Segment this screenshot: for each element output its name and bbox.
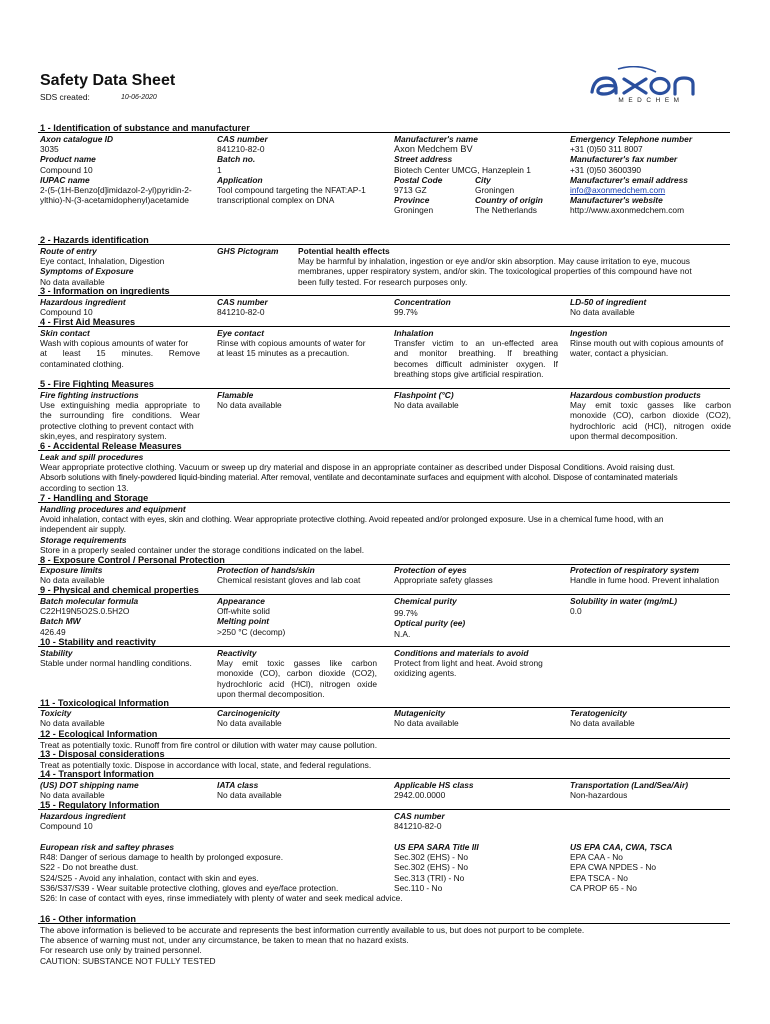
reactivity-line-4: upon thermal decomposition. [217, 688, 325, 699]
skin-contact-line-1: Wash with copious amounts of water for [40, 338, 189, 349]
hs-value: 2942.00.0000 [394, 790, 446, 801]
section-1-col-4 [570, 134, 735, 216]
reactivity-label: Reactivity [217, 648, 257, 658]
eu-phrase-5: S26: In case of contact with eyes, rinse immediately with plenty of water and seek medical advice. [40, 893, 403, 904]
fire-instructions-line-2: the surrounding fire conditions. Wear [40, 410, 200, 421]
solubility-label: Solubility in water (mg/mL) [570, 596, 678, 606]
eu-phrase-3: S24/S25 - Avoid any inhalation, contact with skin and eyes. [40, 872, 259, 883]
iupac-line-1: 2-(5-(1H-Benzo[d]imidazol-2-yl)pyridin-2- [40, 185, 192, 196]
melting-label: Melting point [217, 616, 270, 627]
iata-label: IATA class [217, 780, 259, 790]
section-16-rule [38, 923, 730, 924]
melting-value: >250 °C (decomp) [217, 626, 286, 637]
hazardous-ingredient-value: Compound 10 [40, 307, 93, 318]
section-10-heading: 10 - Stability and reactivity [40, 637, 156, 647]
cas-label: CAS number [217, 134, 268, 144]
street-label: Street address [394, 154, 453, 165]
respiratory-protection-value: Handle in fume hood. Prevent inhalation [570, 575, 719, 586]
section-3-col-2 [217, 297, 268, 317]
handling-line-1: Avoid inhalation, contact with eyes, skin and clothing. Wear appropriate protective clothing. Avoid repeated and/or prolonged exposure. Use in a chemical fume hood, with an [40, 514, 664, 525]
flamable-label: Flamable [217, 390, 254, 400]
handling-label: Handling procedures and equipment [40, 504, 186, 514]
section-6-heading: 6 - Accidental Release Measures [40, 441, 182, 451]
section-2-col-1 [40, 246, 215, 287]
ingredient-cas-label: CAS number [217, 297, 268, 307]
ingestion-label: Ingestion [570, 328, 608, 338]
transport-value: Non-hazardous [570, 790, 628, 801]
iupac-label: IUPAC name [40, 174, 90, 185]
caa-list [570, 842, 672, 893]
sara-item-2: Sec.302 (EHS) - No [394, 862, 469, 873]
leak-line-2: Absorb solutions with finely-powdered liquid-binding material. After removal, ventilate and decontaminate surfaces and equipment with alcohol. Dispose of contaminated materials [40, 472, 678, 483]
inhalation-line-2: and monitor breathing. If breathing [394, 348, 558, 359]
section-2-effects [298, 246, 730, 287]
fax-value: +31 (0)50 3600390 [570, 164, 642, 175]
section-14-col-1 [40, 780, 139, 800]
section-4-rule [38, 326, 730, 327]
combustion-line-2: monoxide (CO), carbon dioxide (CO2), [570, 410, 731, 421]
optical-purity-label: Optical purity (ee) [394, 618, 466, 629]
carcinogenicity-value: No data available [217, 718, 282, 729]
section-5-col-2 [217, 390, 282, 410]
other-info-line-2: The absence of warning must not, under any circumstance, be taken to mean that no hazard exists. [40, 935, 409, 946]
flashpoint-label: Flashpoint (°C) [394, 390, 454, 400]
other-info-line-3: For research use only by trained personnel. [40, 945, 202, 956]
stability-value: Stable under normal handling conditions. [40, 658, 192, 669]
eyes-protection-label: Protection of eyes [394, 565, 467, 575]
section-7-heading: 7 - Handling and Storage [40, 493, 149, 503]
section-3-rule [38, 295, 730, 296]
regulatory-ingredient-label: Hazardous ingredient [40, 811, 126, 821]
address-grid [394, 175, 564, 216]
appearance-value: Off-white solid [217, 606, 270, 617]
eye-contact-label: Eye contact [217, 328, 265, 338]
storage-label: Storage requirements [40, 534, 127, 545]
hands-protection-label: Protection of hands/skin [217, 565, 315, 575]
sara-label: US EPA SARA Title III [394, 842, 479, 852]
route-label: Route of entry [40, 246, 97, 256]
formula-value: C22H19N5O2S.0.5H2O [40, 606, 130, 617]
other-info-line-4: CAUTION: SUBSTANCE NOT FULLY TESTED [40, 955, 216, 966]
section-8-col-4 [570, 565, 719, 585]
section-6-body [40, 452, 732, 493]
product-label: Product name [40, 154, 96, 165]
mw-value: 426.49 [40, 626, 66, 637]
concentration-value: 99.7% [394, 307, 418, 318]
caa-item-2: EPA CWA NPDES - No [570, 862, 657, 873]
section-15-rule [38, 809, 730, 810]
ld50-value: No data available [570, 307, 635, 318]
optical-purity-value: N.A. [394, 628, 411, 639]
ld50-label: LD-50 of ingredient [570, 297, 647, 307]
section-15-col-3 [394, 811, 445, 831]
teratogenicity-label: Teratogenicity [570, 708, 627, 718]
section-10-col-1 [40, 648, 192, 668]
section-13-rule [38, 758, 730, 759]
website-value: http://www.axonmedchem.com [570, 205, 685, 216]
ingredient-cas-value: 841210-82-0 [217, 307, 265, 318]
exposure-limits-value: No data available [40, 575, 105, 586]
section-5-col-3 [394, 390, 459, 410]
eyes-protection-value: Appropriate safety glasses [394, 575, 493, 586]
section-1-heading: 1 - Identification of substance and manufacturer [40, 123, 250, 133]
section-4-heading: 4 - First Aid Measures [40, 317, 136, 327]
inhalation-line-1: Transfer victim to an un-effected area [394, 338, 558, 349]
hazardous-ingredient-label: Hazardous ingredient [40, 297, 126, 307]
ecological-text: Treat as potentially toxic. Runoff from fire control or dilution with water may cause pollution. [40, 740, 378, 750]
combustion-line-4: upon thermal decomposition. [570, 430, 678, 441]
section-5-heading: 5 - Fire Fighting Measures [40, 379, 154, 389]
section-8-col-2 [217, 565, 360, 585]
caa-item-3: EPA TSCA - No [570, 872, 628, 883]
city-value: Groningen [475, 185, 515, 195]
regulatory-ingredient-value: Compound 10 [40, 821, 93, 832]
section-12-heading: 12 - Ecological Information [40, 729, 158, 739]
carcinogenicity-label: Carcinogenicity [217, 708, 280, 718]
dot-label: (US) DOT shipping name [40, 780, 139, 790]
section-11-col-2 [217, 708, 282, 728]
section-7-rule [38, 502, 730, 503]
disposal-text: Treat as potentially toxic. Dispose in accordance with local, state, and federal regulations. [40, 760, 372, 770]
teratogenicity-value: No data available [570, 718, 635, 729]
section-5-col-4 [570, 390, 731, 441]
respiratory-protection-label: Protection of respiratory system [570, 565, 699, 575]
mutagenicity-value: No data available [394, 718, 459, 729]
section-10-rule [38, 646, 730, 647]
sara-item-4: Sec.110 - No [394, 882, 443, 893]
emergency-label: Emergency Telephone number [570, 134, 693, 144]
leak-line-3: according to section 13. [40, 482, 129, 493]
email-link[interactable]: info@axonmedchem.com [570, 185, 666, 196]
section-14-col-4 [570, 780, 688, 800]
country-label: Country of origin [475, 195, 543, 206]
section-10-col-2 [217, 648, 377, 699]
regulatory-cas-label: CAS number [394, 811, 445, 821]
skin-contact-line-3: contaminated clothing. [40, 358, 124, 369]
postal-label: Postal Code [394, 174, 443, 185]
country-value: The Netherlands [475, 205, 537, 216]
section-7-body [40, 504, 732, 555]
section-14-rule [38, 778, 730, 779]
section-1-col-2 [217, 134, 387, 205]
effects-line-3: been fully tested. For research purposes only. [298, 276, 468, 287]
route-value: Eye contact, Inhalation, Digestion [40, 256, 165, 267]
sara-list [394, 842, 479, 893]
batch-value: 1 [217, 164, 222, 175]
street-value: Biotech Center UMCG, Hanzeplein 1 [394, 164, 531, 175]
section-9-col-1 [40, 596, 138, 637]
section-16-body [40, 925, 732, 966]
cas-value: 841210-82-0 [217, 144, 265, 155]
exposure-limits-label: Exposure limits [40, 565, 103, 575]
combustion-line-1: May emit toxic gasses like carbon [570, 400, 731, 411]
section-9-col-2 [217, 596, 285, 637]
section-11-heading: 11 - Toxicological Information [40, 698, 169, 708]
section-8-col-1 [40, 565, 105, 585]
conditions-line-1: Protect from light and heat. Avoid strong [394, 658, 543, 669]
toxicity-label: Toxicity [40, 708, 72, 718]
symptoms-value: No data available [40, 276, 105, 287]
caa-item-1: EPA CAA - No [570, 852, 623, 863]
sds-created-label: SDS created: [40, 92, 90, 102]
sara-item-3: Sec.313 (TRI) - No [394, 872, 465, 883]
leak-line-1: Wear appropriate protective clothing. Vacuum or sweep up dry material and dispose in an appropriate container as described under Disposal Conditions. Avoid raising dust. [40, 462, 675, 473]
section-4-col-4 [570, 328, 735, 359]
ghs-label: GHS Pictogram [217, 246, 279, 256]
flashpoint-value: No data available [394, 400, 459, 411]
dot-value: No data available [40, 790, 105, 801]
hands-protection-value: Chemical resistant gloves and lab coat [217, 575, 361, 586]
fire-instructions-line-1: Use extinguishing media appropriate to [40, 400, 200, 411]
iata-value: No data available [217, 790, 282, 801]
section-16-heading: 16 - Other information [40, 914, 136, 924]
skin-contact-line-2: at least 15 minutes. Remove [40, 348, 200, 359]
eu-phrase-4: S36/S37/S39 - Wear suitable protective clothing, gloves and eye/face protection. [40, 882, 339, 893]
logo-subtitle: MEDCHEM [618, 97, 684, 104]
section-2-heading: 2 - Hazards identification [40, 235, 149, 245]
section-13-heading: 13 - Disposal considerations [40, 749, 165, 759]
reactivity-line-1: May emit toxic gasses like carbon [217, 658, 377, 669]
section-9-rule [38, 594, 730, 595]
inhalation-label: Inhalation [394, 328, 434, 338]
manufacturer-label: Manufacturer's name [394, 134, 478, 144]
transport-label: Transportation (Land/Sea/Air) [570, 780, 689, 790]
iupac-line-2: ylthio)-N-(3-acetamidophenyl)acetamide [40, 195, 189, 206]
section-15-heading: 15 - Regulatory Information [40, 800, 160, 810]
eye-contact-line-2: at least 15 minutes as a precaution. [217, 348, 350, 359]
hs-label: Applicable HS class [394, 780, 474, 790]
section-14-col-3 [394, 780, 474, 800]
section-14-heading: 14 - Transport Information [40, 769, 154, 779]
province-label: Province [394, 195, 430, 206]
eye-contact-line-1: Rinse with copious amounts of water for [217, 338, 366, 349]
reactivity-line-3: hydrochloric acid (HCl), nitrogen oxide [217, 678, 377, 689]
conditions-line-2: oxidizing agents. [394, 668, 457, 679]
section-8-col-3 [394, 565, 493, 585]
manufacturer-value: Axon Medchem BV [394, 144, 473, 155]
section-14-col-2 [217, 780, 282, 800]
skin-contact-label: Skin contact [40, 328, 90, 338]
section-5-rule [38, 388, 730, 389]
caa-item-4: CA PROP 65 - No [570, 882, 637, 893]
section-11-col-1 [40, 708, 105, 728]
concentration-label: Concentration [394, 297, 451, 307]
ingestion-line-1: Rinse mouth out with copious amounts of [570, 338, 724, 349]
section-1-col-1 [40, 134, 210, 205]
other-info-line-1: The above information is believed to be accurate and represents the best information currently available to us, but does not purport to be complete. [40, 925, 585, 935]
ingestion-line-2: water, contact a physician. [570, 348, 669, 359]
postal-value: 9713 GZ [394, 185, 427, 195]
eu-phrases-label: European risk and saftey phrases [40, 842, 175, 852]
mw-label: Batch MW [40, 616, 81, 627]
toxicity-value: No data available [40, 718, 105, 729]
section-3-col-4 [570, 297, 646, 317]
inhalation-line-3: becomes difficult administer oxygen. If [394, 358, 558, 369]
province-value: Groningen [394, 205, 434, 216]
section-3-col-3 [394, 297, 451, 317]
section-11-col-3 [394, 708, 459, 728]
section-1-col-3 [394, 134, 564, 216]
section-6-rule [38, 450, 730, 451]
section-3-col-1 [40, 297, 126, 317]
handling-line-2: independent air supply. [40, 524, 126, 535]
application-line-1: Tool compound targeting the NFAT:AP-1 [217, 185, 366, 196]
appearance-label: Appearance [217, 596, 265, 606]
section-9-col-3 [394, 596, 465, 639]
section-4-col-2 [217, 328, 387, 359]
fire-instructions-line-3: protective clothing to prevent contact with [40, 420, 194, 431]
combustion-label: Hazardous combustion products [570, 390, 701, 400]
leak-label: Leak and spill procedures [40, 452, 144, 462]
chemical-purity-label: Chemical purity [394, 596, 457, 606]
section-9-heading: 9 - Physical and chemical properties [40, 585, 199, 595]
fire-instructions-label: Fire fighting instructions [40, 390, 139, 400]
formula-label: Batch molecular formula [40, 596, 139, 606]
eu-phrases [40, 842, 560, 903]
inhalation-line-4: breathing stops give artificial respiration. [394, 368, 544, 379]
section-2-rule [38, 244, 730, 245]
section-11-col-4 [570, 708, 635, 728]
page-title: Safety Data Sheet [40, 72, 176, 89]
solubility-value: 0.0 [570, 606, 582, 617]
section-15-col-1 [40, 811, 126, 831]
eu-phrase-1: R48: Danger of serious damage to health by prolonged exposure. [40, 852, 284, 863]
stability-label: Stability [40, 648, 73, 658]
caa-label: US EPA CAA, CWA, TSCA [570, 842, 673, 852]
fire-instructions-line-4: skin,eyes, and respiratory system. [40, 430, 167, 441]
chemical-purity-value: 99.7% [394, 608, 418, 619]
fax-label: Manufacturer's fax number [570, 154, 678, 165]
emergency-value: +31 (0)50 311 8007 [570, 144, 643, 155]
section-10-col-3 [394, 648, 564, 679]
section-4-col-1 [40, 328, 200, 369]
effects-line-2: membranes, upper respiratory system, and/or skin. The toxicological properties of this compound have not [298, 266, 692, 277]
effects-label: Potential health effects [298, 246, 390, 256]
section-8-heading: 8 - Exposure Control / Personal Protection [40, 555, 225, 565]
application-line-2: transcriptional complex on DNA [217, 195, 335, 206]
reactivity-line-2: monoxide (CO), carbon dioxide (CO2), [217, 668, 377, 679]
catalogue-value: 3035 [40, 144, 59, 155]
section-12-rule [38, 738, 730, 739]
section-4-col-3 [394, 328, 558, 379]
website-label: Manufacturer's website [570, 195, 663, 206]
flamable-value: No data available [217, 400, 282, 411]
combustion-line-3: hydrochloric acid (HCl), nitrogen oxide [570, 420, 731, 431]
regulatory-cas-value: 841210-82-0 [394, 821, 442, 832]
section-3-heading: 3 - Information on ingredients [40, 286, 170, 296]
effects-line-1: May be harmful by inhalation, ingestion or eye and/or skin absorption. May cause irritation to eye, mucous [298, 256, 690, 267]
application-label: Application [217, 174, 263, 185]
axon-medchem-logo [588, 66, 698, 108]
symptoms-label: Symptoms of Exposure [40, 266, 134, 277]
mutagenicity-label: Mutagenicity [394, 708, 446, 718]
conditions-label: Conditions and materials to avoid [394, 648, 529, 658]
city-label: City [475, 174, 491, 185]
batch-label: Batch no. [217, 154, 256, 165]
sds-created-date: 10-06-2020 [121, 94, 157, 101]
catalogue-label: Axon catalogue ID [40, 134, 114, 144]
product-value: Compound 10 [40, 164, 93, 175]
email-label: Manufacturer's email address [570, 174, 688, 185]
eu-phrase-2: S22 - Do not breathe dust. [40, 862, 139, 873]
section-1-rule [38, 132, 730, 133]
section-5-col-1 [40, 390, 200, 441]
storage-value: Store in a properly sealed container under the storage conditions indicated on the label. [40, 544, 365, 555]
section-9-col-4 [570, 596, 677, 616]
sara-item-1: Sec.302 (EHS) - No [394, 852, 469, 863]
